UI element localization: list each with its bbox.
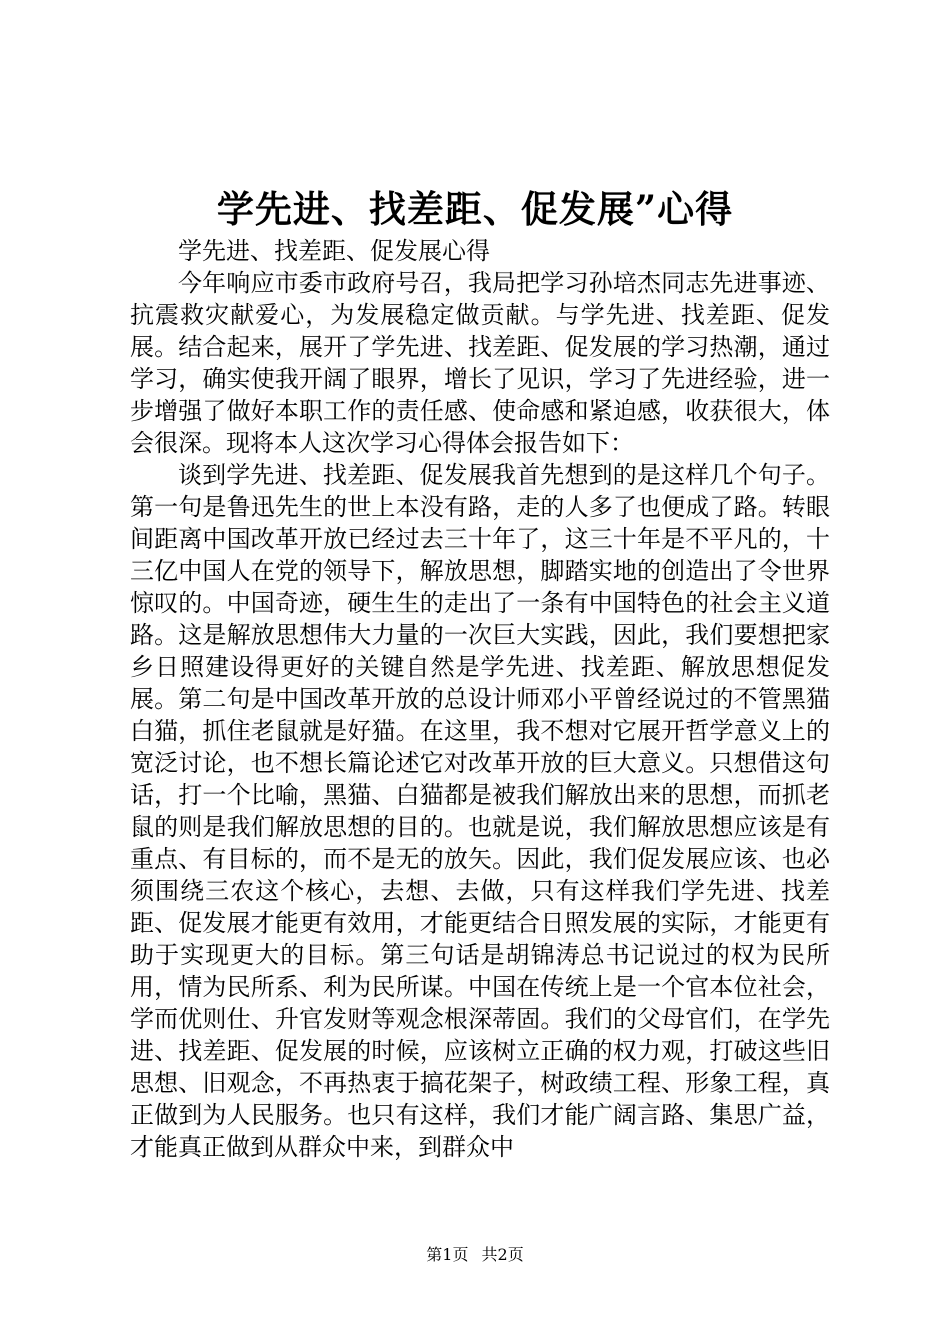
- page-footer: [0, 1244, 950, 1266]
- body-paragraph: 今年响应市委市政府号召，我局把学习孙培杰同志先进事迹、抗震救灾献爱心，为发展稳定做贡献。与学先进、找差距、促发展。结合起来，展开了学先进、找差距、促发展的学习热潮，通过学习，确实使我开阔了眼界，增长了见识，学习了先进经验，进一步增强了做好本职工作的责任感、使命感和紧迫感，收获很大，体会很深。现将本人这次学习心得体会报告如下：: [130, 269, 830, 457]
- page-total: 共2页: [481, 1245, 524, 1264]
- page-number: 第1页: [426, 1245, 469, 1264]
- document-body: [130, 235, 830, 1163]
- document-title: 学先进、找差距、促发展”心得: [216, 187, 734, 231]
- subtitle-paragraph: 学先进、找差距、促发展心得: [178, 237, 490, 265]
- body-paragraph: 谈到学先进、找差距、促发展我首先想到的是这样几个句子。第一句是鲁迅先生的世上本没有路，走的人多了也便成了路。转眼间距离中国改革开放已经过去三十年了，这三十年是不平凡的，十三亿中国人在党的领导下，解放思想，脚踏实地的创造出了令世界惊叹的。中国奇迹，硬生生的走出了一条有中国特色的社会主义道路。这是解放思想伟大力量的一次巨大实践，因此，我们要想把家乡日照建设得更好的关键自然是学先进、找差距、解放思想促发展。第二句是中国改革开放的总设计师邓小平曾经说过的不管黑猫白猫，抓住老鼠就是好猫。在这里，我不想对它展开哲学意义上的宽泛讨论，也不想长篇论述它对改革开放的巨大意义。只想借这句话，打一个比喻，黑猫、白猫都是被我们解放出来的思想，而抓老鼠的则是我们解放思想的目的。也就是说，我们解放思想应该是有重点、有目标的，而不是无的放矢。因此，我们促发展应该、也必须围绕三农这个核心，去想、去做，只有这样我们学先进、找差距、促发展才能更有效用，才能更结合日照发展的实际，才能更有助于实现更大的目标。第三句话是胡锦涛总书记说过的权为民所用，情为民所系、利为民所谋。中国在传统上是一个官本位社会，学而优则仕、升官发财等观念根深蒂固。我们的父母官们，在学先进、找差距、促发展的时候，应该树立正确的权力观，打破这些旧思想、旧观念，不再热衷于搞花架子，树政绩工程、形象工程，真正做到为人民服务。也只有这样，我们才能广阔言路、集思广益，才能真正做到从群众中来，到群众中: [130, 461, 830, 1161]
